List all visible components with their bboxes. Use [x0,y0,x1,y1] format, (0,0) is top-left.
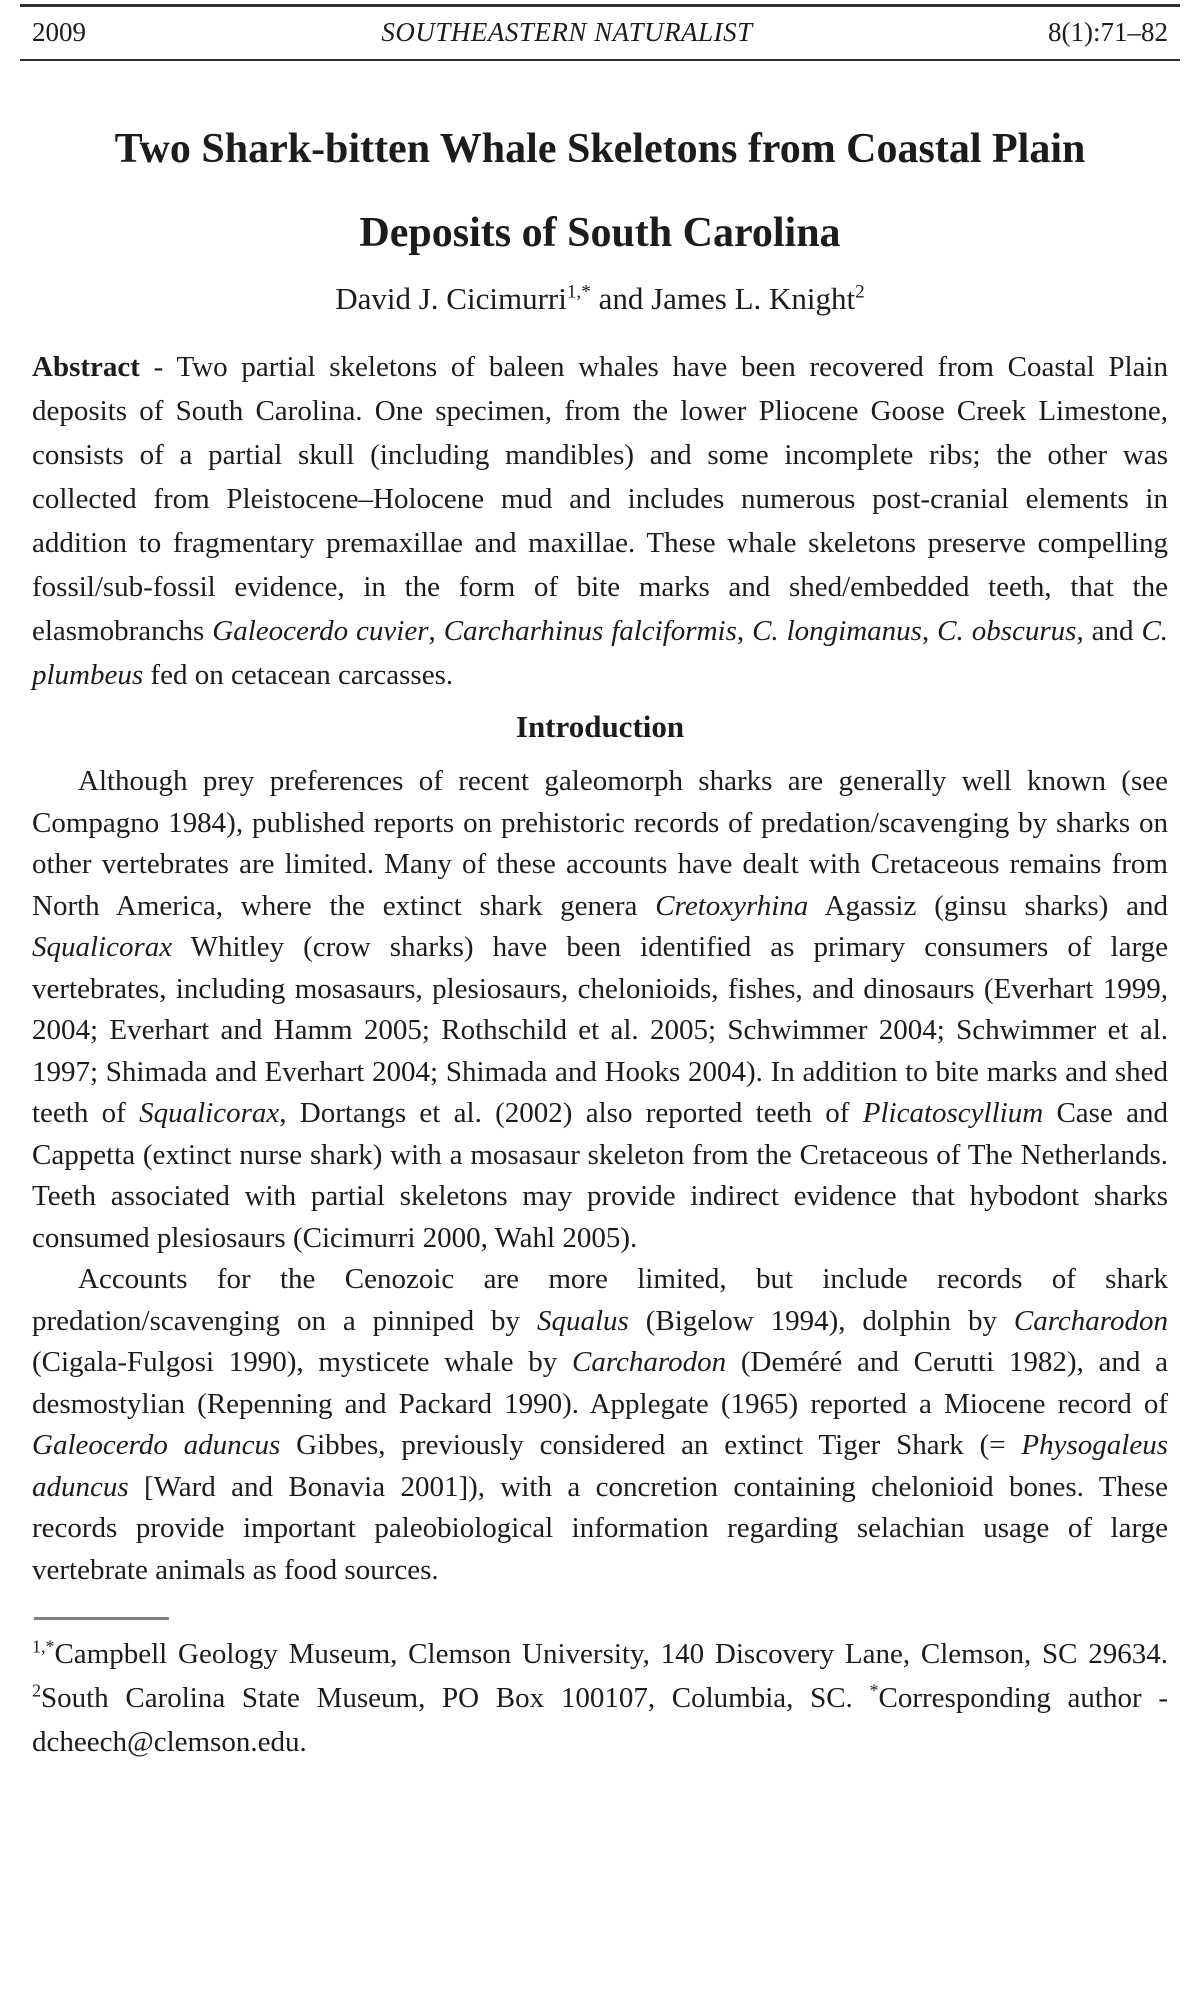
section-heading-introduction: Introduction [515,709,685,744]
authors-line: David J. Cicimurri$^{1,*}$ and James L. Knight$^2$ [335,281,865,316]
header-bottom-rule [20,59,1180,61]
intro-paragraph-1: Although prey preferences of recent galeomorph sharks are generally well known (see Compagno 1984), published reports on prehistoric records of predation/scavenging by sharks on other vertebrates are limited. Many of these accounts have dealt with Cretaceous remains from North America, where the extinct shark genera Cretoxyrhina Agassiz (ginsu sharks) and Squalicorax Whitley (crow sharks) have been identified as primary consumers of large vertebrates, including mosasaurs, plesiosaurs, chelonioids, fishes, and dinosaurs (Everhart 1999, 2004; Everhart and Hamm 2005; Rothschild et al. 2005; Schwimmer 2004; Schwimmer et al. 1997; Shimada and Everhart 2004; Shimada and Hooks 2004). In addition to bite marks and shed teeth of Squalicorax, Dortangs et al. (2002) also reported teeth of Plicatoscyllium Case and Cappetta (extinct nurse shark) with a mosasaur skeleton from the Cretaceous of The Netherlands. Teeth associated with partial skeletons may provide indirect evidence that hybodont sharks consumed plesiosaurs (Cicimurri 2000, Wahl 2005). [32,765,1168,1254]
abstract: Abstract - Two partial skeletons of baleen whales have been recovered from Coastal Plain deposits of South Carolina. One specimen, from the lower Pliocene Goose Creek Limestone, consists of a partial skull (including mandibles) and some incomplete ribs; the other was collected from Pleistocene–Holocene mud and includes numerous post-cranial elements in addition to fragmentary premaxillae and maxillae. These whale skeletons preserve compelling fossil/sub-fossil evidence, in the form of bite marks and shed/embedded teeth, that the elasmobranchs Galeocerdo cuvier, Carcharhinus falciformis, C. longimanus, C. obscurus, and C. plumbeus fed on cetacean carcasses. [32,351,1169,691]
running-header [32,7,1168,57]
header-year: 2009 [32,16,86,47]
footnote: $^{1,*}$Campbell Geology Museum, Clemson University, 140 Discovery Lane, Clemson, SC 29634. $^2$South Carolina State Museum, PO Box 100107, Columbia, SC. *Corresponding author - dcheech@clemson.edu. [32,1636,1168,1758]
header-journal-title: SOUTHEASTERN NATURALIST [381,16,753,47]
article-title [32,107,1168,275]
article-title-line-2: Deposits of South Carolina [359,210,841,256]
header-citation: 8(1):71–82 [1048,16,1168,47]
intro-paragraph-2: Accounts for the Cenozoic are more limited, but include records of shark predation/scavenging on a pinniped by Squalus (Bigelow 1994), dolphin by Carcharodon (Cigala-Fulgosi 1990), mysticete whale by Carcharodon (Deméré and Cerutti 1982), and a desmostylian (Repenning and Packard 1990). Applegate (1965) reported a Miocene record of Galeocerdo aduncus Gibbes, previously considered an extinct Tiger Shark (= Physogaleus aduncus [Ward and Bonavia 2001]), with a concretion containing chelonioid bones. These records provide important paleobiological information regarding selachian usage of large vertebrate animals as food sources. [32,1263,1169,1586]
footnote-separator-rule [34,1617,169,1620]
article-title-line-1: Two Shark-bitten Whale Skeletons from Coastal Plain [114,126,1086,172]
